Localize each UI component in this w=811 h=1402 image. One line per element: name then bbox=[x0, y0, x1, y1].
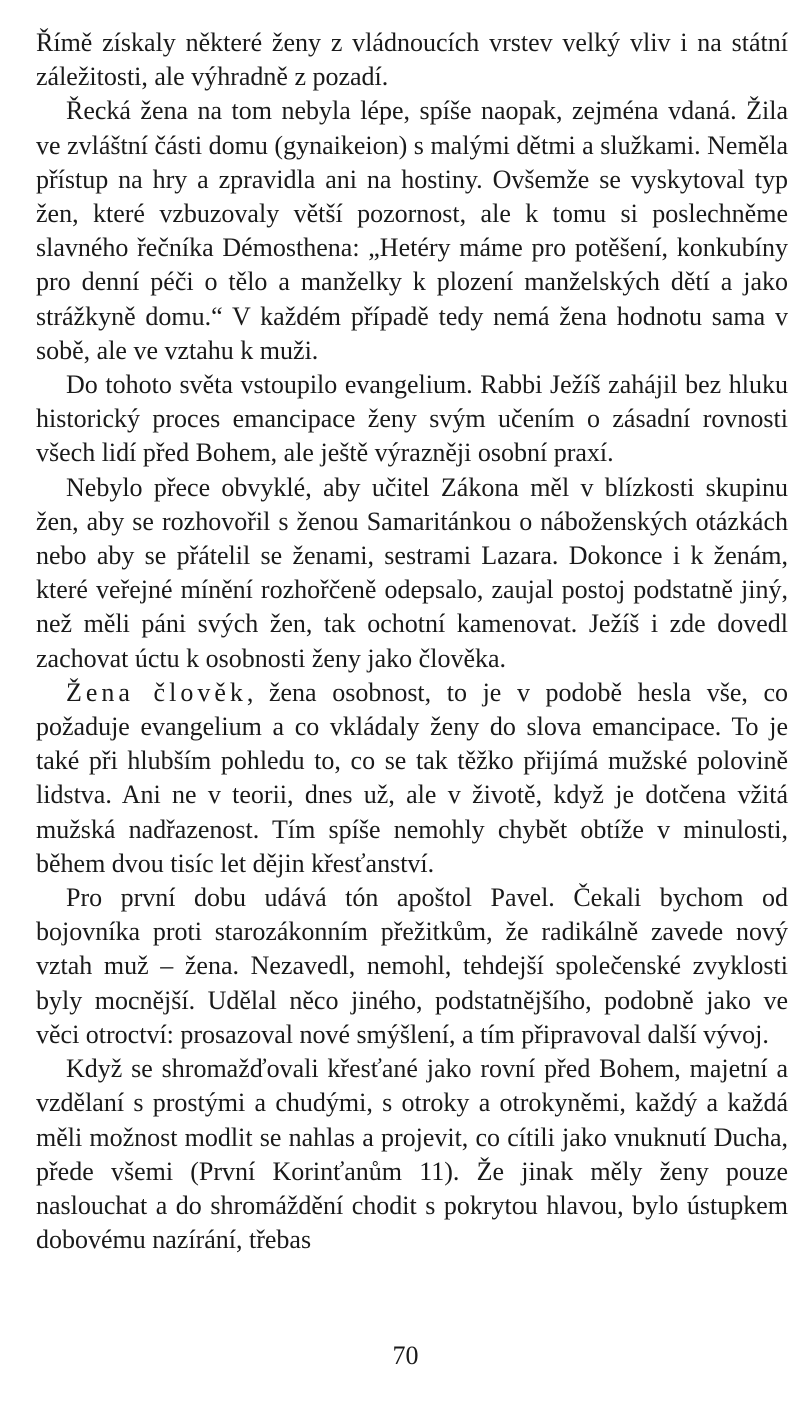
paragraph-4-text: Nebylo přece obvyklé, aby učitel Zákona měl v blízkosti skupinu žen, aby se rozhovořil s ženou Samaritánkou o náboženských otázkách nebo aby se přátelil se ženami, sestrami Lazara. Dokonce i k ženám, které veřejné mínění rozhořčeně odepsalo, zaujal postoj podstatně jiný, než měli páni svých žen, tak ochotní kamenovat. Ježíš i zde dovedl zachovat úctu k osobnosti ženy jako člověka. bbox=[36, 472, 788, 673]
paragraph-6-text: Pro první dobu udává tón apoštol Pavel. Čekali bychom od bojovníka proti starozákonním přežitkům, že radikálně zavede nový vztah muž – žena. Nezavedl, nemohl, tehdejší společenské zvyklosti byly mocnější. Udělal něco jiného, podstatnějšího, podobně jako ve věci otroctví: prosazoval nové smýšlení, a tím připravoval další vývoj. bbox=[36, 883, 788, 1049]
paragraph-7 bbox=[36, 1052, 788, 1257]
paragraph-3-text: Do tohoto světa vstoupilo evangelium. Rabbi Ježíš zahájil bez hluku historický proces emancipace ženy svým učením o zásadní rovnosti všech lidí před Bohem, ale ještě výrazněji osobní praxí. bbox=[36, 370, 788, 468]
paragraph-2-text: Řecká žena na tom nebyla lépe, spíše naopak, zejména vdaná. Žila ve zvláštní části domu (gynaikeion) s malými dětmi a služkami. Neměla přístup na hry a zpravidla ani na hostiny. Ovšemže se vyskytoval typ žen, které vzbuzovaly větší pozornost, ale k tomu si poslechněme slavného řečníka Démosthena: „Hetéry máme pro potěšení, konkubíny pro denní péči o tělo a manželky k plození manželských dětí a jako strážkyně domu.“ V každém případě tedy nemá žena hodnotu sama v sobě, ale ve vztahu k muži. bbox=[36, 96, 788, 365]
spaced-phrase: Žena člověk bbox=[66, 677, 247, 707]
paragraph-3 bbox=[36, 368, 788, 471]
paragraph-1 bbox=[36, 26, 788, 94]
paragraph-1-text: Římě získaly některé ženy z vládnoucích vrstev velký vliv i na státní záležitosti, ale výhradně z pozadí. bbox=[36, 28, 788, 92]
paragraph-7-text: Když se shromažďovali křesťané jako rovní před Bohem, majetní a vzdělaní s prostými a chudými, s otroky a otrokyněmi, každý a každá měli možnost modlit se nahlas a projevit, co cítili jako vnuknutí Ducha, přede všemi (První Korinťanům 11). Že jinak měly ženy pouze naslouchat a do shromáždění chodit s pokrytou hlavou, bylo ústupkem dobovému nazírání, třebas bbox=[36, 1054, 788, 1255]
paragraph-6 bbox=[36, 881, 788, 1052]
paragraph-5-text: , žena osobnost, to je v podobě hesla vše, co požaduje evangelium a co vkládaly ženy do slova emancipace. To je také při hlubším pohledu to, co se tak těžko přijímá mužské polovině lidstva. Ani ne v teorii, dnes už, ale v životě, když je dotčena vžitá mužská nadřazenost. Tím spíše nemohly chybět obtíže v minulosti, během dvou tisíc let dějin křesťanství. bbox=[36, 677, 789, 878]
paragraph-2 bbox=[36, 94, 788, 368]
paragraph-4 bbox=[36, 471, 788, 676]
page-number: 70 bbox=[392, 1341, 419, 1370]
page-body bbox=[36, 26, 788, 1257]
paragraph-5 bbox=[36, 676, 788, 881]
